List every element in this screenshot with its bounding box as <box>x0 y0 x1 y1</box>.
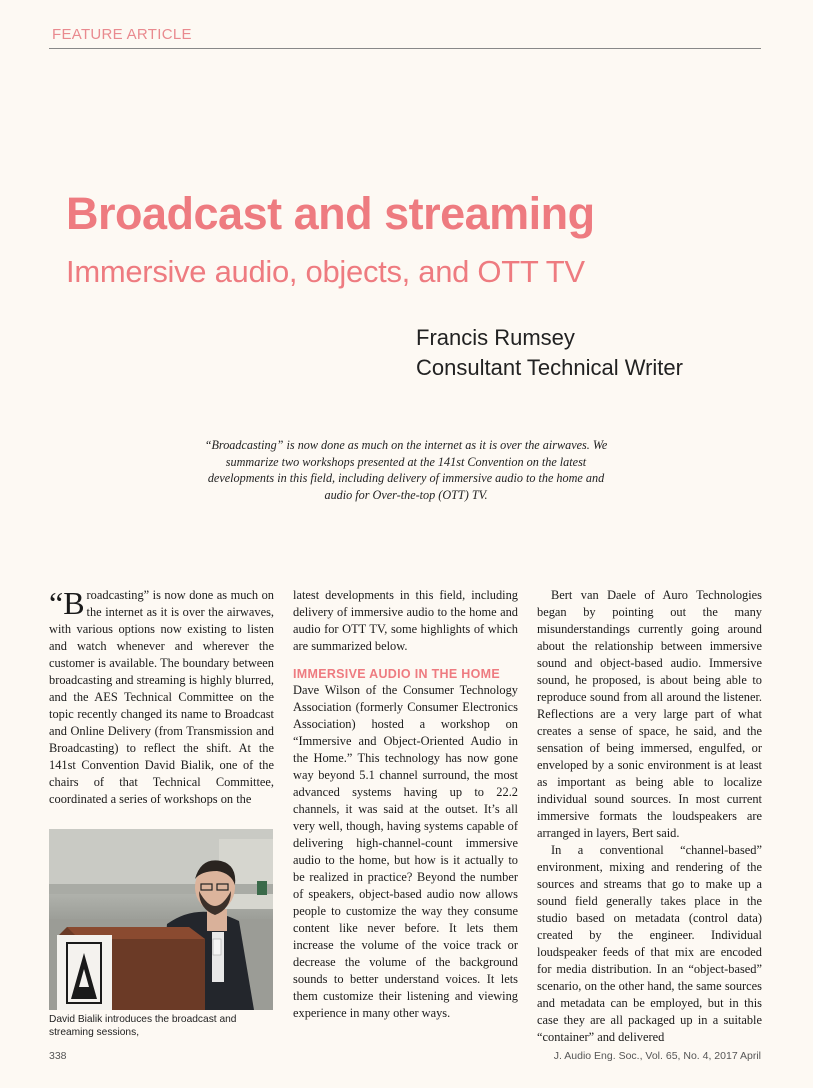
section-subhead: IMMERSIVE AUDIO IN THE HOME <box>293 667 500 681</box>
body-column-3 <box>537 587 762 1046</box>
photo-caption: David Bialik introduces the broadcast and streaming sessions, <box>49 1014 237 1038</box>
abstract: “Broadcasting” is now done as much on the internet as it is over the airwaves. We summarize two workshops presented at the 141st Convention on the latest developments in this field, including delivery of immersive audio to the home and audio for Over-the-top (OTT) TV. <box>204 438 608 502</box>
body-column-1 <box>49 587 274 808</box>
column1-paragraph <box>49 587 274 808</box>
author-role: Consultant Technical Writer <box>416 355 683 380</box>
column2-paragraph-2: Dave Wilson of the Consumer Technology Association (formerly Consumer Electronics Association) hosted a workshop on “Immersive and Object-Oriented Audio in the Home.” This technology has now gone way beyond 5.1 channel surround, the most advanced systems having up to 22.2 channels, it was said at the outset. It’s all very well, though, having systems capable of delivering high-channel-count immersive audio to the home, but how is it actually to be realized in practice? Beyond the number of speakers, object-based audio now allows people to customize the way they consume content like never before. It lets them increase the volume of the voice track or decrease the volume of the background sounds to better understand voices. It lets them customize their listening and viewing experience in many other ways. <box>293 683 518 1020</box>
column2-paragraph-1: latest developments in this field, including delivery of immersive audio to the home and audio for OTT TV, some highlights of which are summarized below. <box>293 588 518 653</box>
journal-citation: J. Audio Eng. Soc., Vol. 65, No. 4, 2017 April <box>553 1050 761 1062</box>
column3-paragraph-2: In a conventional “channel-based” environment, mixing and rendering of the sources and streams that go to make up a sound field generally takes place in the studio based on metadata (control data) created by the engineer. Individual loudspeaker feeds of that mix are encoded for media distribution. In an “object-based” scenario, on the other hand, the same sources and metadata can be employed, but in this case they are all packaged up in a suitable “container” and delivered <box>537 843 762 1044</box>
author-name: Francis Rumsey <box>416 325 575 350</box>
article-title: Broadcast and streaming <box>66 188 595 239</box>
column3-paragraph-1: Bert van Daele of Auro Technologies began by pointing out the many misunderstandings currently going around about the relationship between immersive sound and object-based audio. Immersive sound, he proposed, is about being able to reproduce sound from all around the listener. Reflections are a very large part of what creates a sense of space, he said, and the sensation of being immersed, engulfed, or enveloped by a sonic environment is at least as important as being able to localize individual sound sources. In most current immersive formats the loudspeakers are arranged in layers, Bert said. <box>537 588 762 840</box>
dropcap <box>49 585 85 621</box>
page-number: 338 <box>49 1050 67 1062</box>
body-column-2 <box>293 587 518 1022</box>
photo-illustration <box>49 829 273 1010</box>
header-rule <box>49 48 761 49</box>
dropcap-letter: B <box>63 585 85 621</box>
article-subtitle: Immersive audio, objects, and OTT TV <box>66 254 585 289</box>
photo <box>49 829 273 1010</box>
dropcap-quote: “ <box>49 585 64 621</box>
author-block <box>416 323 683 383</box>
column1-text: roadcasting” is now done as much on the internet as it is over the airwaves, with various options now existing to listen and watch whenever and wherever the customer is available. The boundary between broadcasting and streaming is highly blurred, and the AES Technical Committee on the topic recently changed its name to Broadcast and Online Delivery (from Transmission and Broadcasting) to reflect the shift. At the 141st Convention David Bialik, one of the chairs of that Technical Committee, coordinated a series of workshops on the <box>49 588 274 806</box>
section-label: FEATURE ARTICLE <box>52 26 192 43</box>
